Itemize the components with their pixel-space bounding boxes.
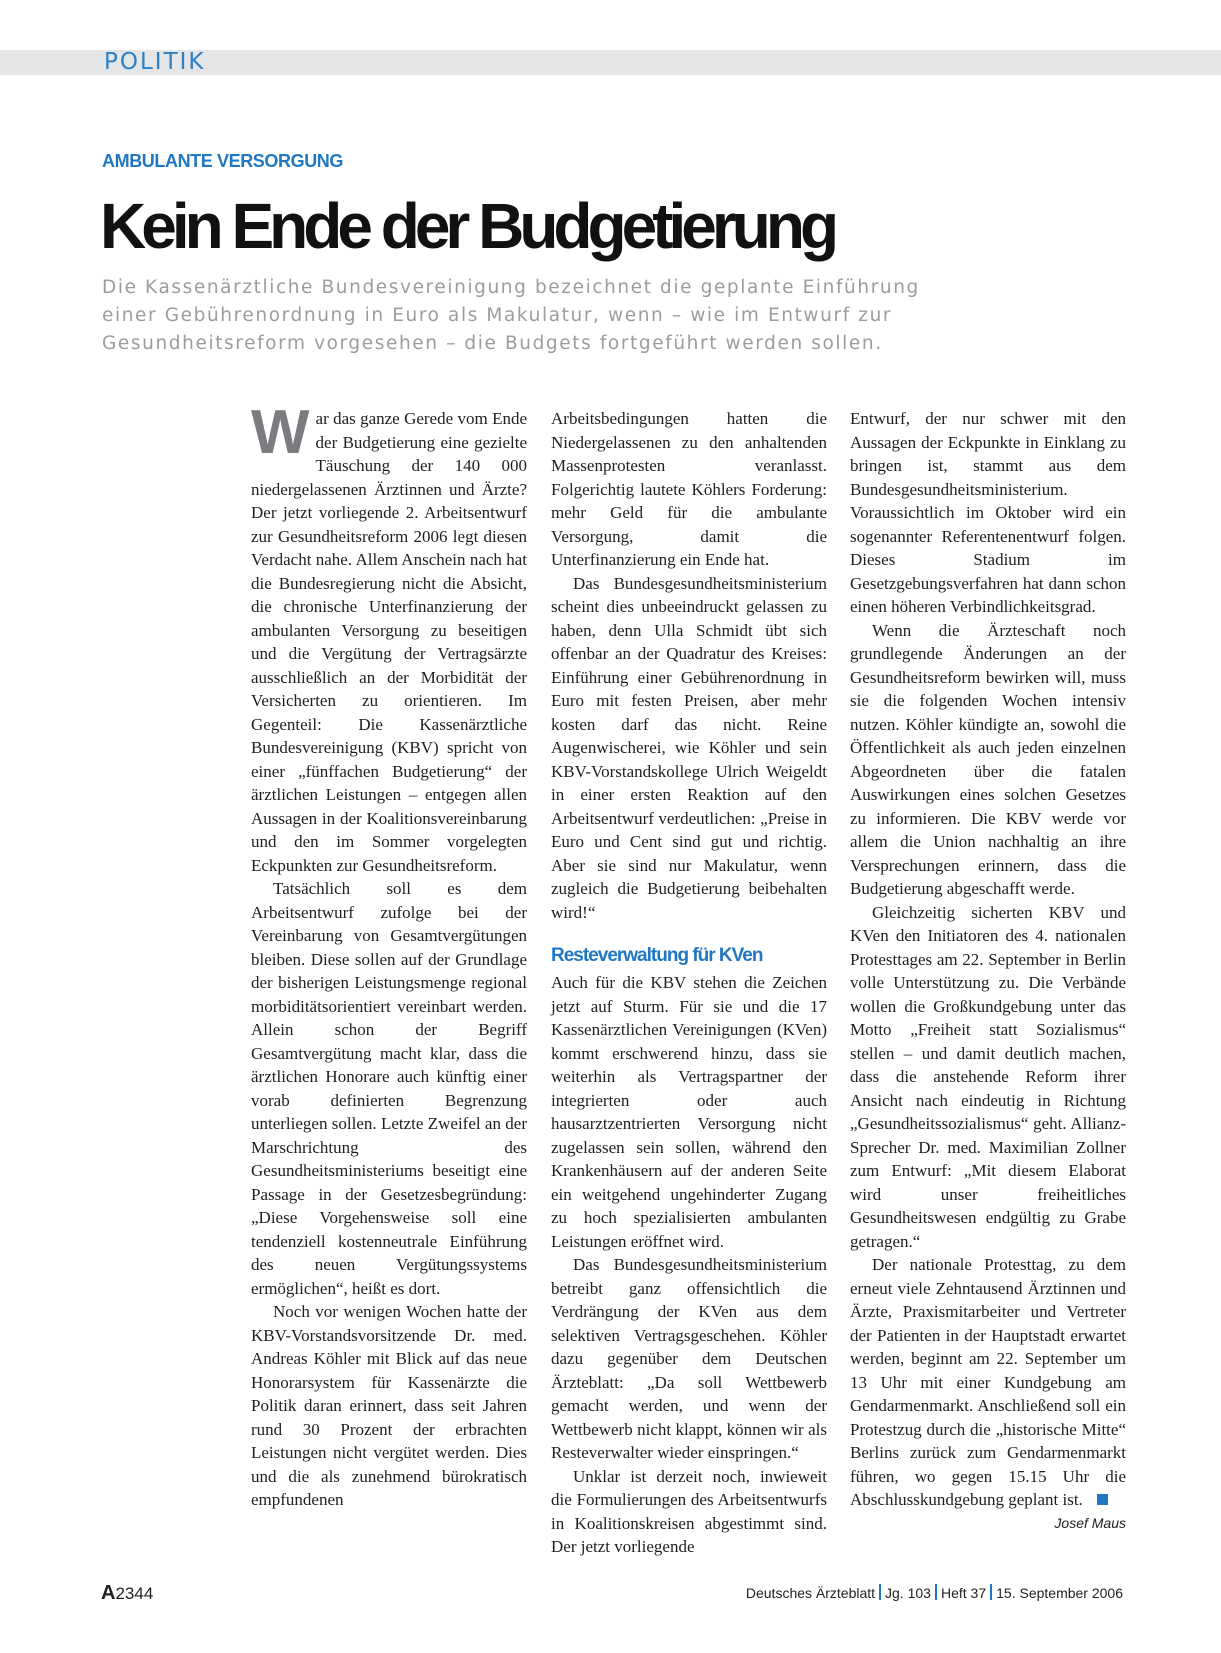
paragraph: Auch für die KBV stehen die Zeichen jetzt auf Sturm. Für sie und die 17 Kassenärztlichen Vereinigungen (KVen) kommt erschwerend hinzu, dass sie weiterhin als Vertragspartner der integrierten oder auch hausarztzentrierten Versorgung nicht zugelassen sein sollen, während den Krankenhäusern auf der anderen Seite ein weitgehend ungehinderter Zugang zu hoch spezialisierten ambulanten Leistungen eröffnet wird. (551, 973, 827, 1251)
journal-footer (746, 1584, 1123, 1601)
article-column-3 (850, 407, 1126, 1534)
paragraph: Das Bundesgesundheitsministerium betreibt ganz offensichtlich die Verdrängung der KVen aus dem selektiven Vertragsgeschehen. Köhler dazu gegenüber dem Deutschen Ärzteblatt: „Da soll Wettbewerb gemacht werden, und wenn der Wettbewerb nicht klappt, können wir als Resteverwalter wieder einspringen.“ (551, 1255, 827, 1462)
paragraph: Der nationale Protesttag, zu dem erneut viele Zehntausend Ärztinnen und Ärzte, Praxismitarbeiter und Vertreter der Patienten in der Hauptstadt erwartet werden, beginnt am 22. September um 13 Uhr mit einer Kundgebung am Gendarmenmarkt. Anschließend soll ein Protestzug durch die „historische Mitte“ Berlins zurück zum Gendarmenmarkt führen, wo gegen 15.15 Uhr die Abschlusskundgebung geplant ist. (850, 1255, 1126, 1509)
paragraph: Das Bundesgesundheitsministerium scheint dies unbeeindruckt gelassen zu haben, denn Ulla Schmidt übt sich offenbar an der Quadratur des Kreises: Einführung einer Gebührenordnung in Euro mit festen Preisen, aber mehr kosten darf das nicht. Reine Augenwischerei, wie Köhler und sein KBV-Vorstandskollege Ulrich Weigeldt in einer ersten Reaktion auf den Arbeitsentwurf verdeutlichen: „Preise in Euro und Cent sind gut und richtig. Aber sie sind nur Makulatur, wenn zugleich die Budgetierung beibehalten wird!“ (551, 573, 827, 922)
article-headline: Kein Ende der Budgetierung (100, 190, 835, 262)
article-column-1 (251, 398, 527, 1512)
journal-date: 15. September 2006 (996, 1585, 1123, 1601)
journal-volume: Jg. 103 (885, 1585, 931, 1601)
paragraph: Unklar ist derzeit noch, inwieweit die Formulierungen des Arbeitsentwurfs in Koalitionskreisen abgestimmt sind. Der jetzt vorliegende (551, 1466, 827, 1556)
footer-divider (990, 1584, 992, 1600)
footer-divider (879, 1584, 881, 1600)
page-number: A2344 (101, 1582, 154, 1604)
footer-divider (935, 1584, 937, 1600)
paragraph: Arbeitsbedingungen hatten die Niedergelassenen zu den anhaltenden Massenprotesten veranlasst. Folgerichtig lautete Köhlers Forderung: mehr Geld für die ambulante Versorgung, damit die Unterfinanzierung ein Ende hat. (551, 409, 827, 569)
paragraph: Wenn die Ärzteschaft noch grundlegende Änderungen an der Gesundheitsreform bewirken will, muss sie die folgenden Wochen intensiv nutzen. Köhler kündigte an, sowohl die Öffentlichkeit als auch jeden einzelnen Abgeordneten über die fatalen Auswirkungen eines solchen Gesetzes zu informieren. Die KBV werde vor allem die Union nachhaltig an ihre Versprechungen erinnern, dass die Budgetierung abgeschafft werde. (850, 620, 1126, 898)
article-standfirst: Die Kassenärztliche Bundesvereinigung bezeichnet die geplante Einführung einer Gebührenordnung in Euro als Makulatur, wenn – wie im Entwurf zur Gesundheitsreform vorgesehen – die Budgets fortgeführt werden sollen. (102, 277, 920, 354)
end-of-article-square-icon (1097, 1494, 1108, 1505)
journal-name: Deutsches Ärzteblatt (745, 1585, 876, 1601)
author-byline: Josef Maus (1054, 1514, 1126, 1531)
paragraph: War das ganze Gerede vom Ende der Budgetierung eine gezielte Täuschung der 140 000 niedergelassenen Ärztinnen und Ärzte? Der jetzt vorliegende 2. Arbeitsentwurf zur Gesundheitsreform 2006 legt diesen Verdacht nahe. Allem Anschein nach hat die Bundesregierung nicht die Absicht, die chronische Unterfinanzierung der ambulanten Versorgung zu beseitigen und die Vergütung der Vertragsärzte ausschließlich an der Morbidität der Versicherten zu orientieren. Im Gegenteil: Die Kassenärztliche Bundesvereinigung (KBV) spricht von einer „fünffachen Budgetierung“ der ärztlichen Leistungen – entgegen allen Aussagen in der Koalitionsvereinbarung und den im Sommer vorgelegten Eckpunkten zur Gesundheitsreform. (251, 398, 527, 875)
drop-cap: W (251, 398, 310, 467)
paragraph: Noch vor wenigen Wochen hatte der KBV-Vorstandsvorsitzende Dr. med. Andreas Köhler mit Blick auf das neue Honorarsystem für Kassenärzte die Politik daran erinnert, dass seit Jahren rund 30 Prozent der erbrachten Leistungen nicht vergütet werden. Dies und die als zunehmend bürokratisch empfundenen (251, 1302, 527, 1509)
article-subheading: Resteverwaltung für KVen (551, 945, 763, 966)
journal-issue: Heft 37 (940, 1585, 987, 1601)
section-label: POLITIK (104, 49, 206, 75)
paragraph: Tatsächlich soll es dem Arbeitsentwurf zufolge bei der Vereinbarung von Gesamtvergütungen bleiben. Diese sollen auf der Grundlage der bisherigen Leistungsmenge regional morbiditätsorientiert vereinbart werden. Allein schon der Begriff Gesamtvergütung macht klar, dass die ärztlichen Honorare auch künftig einer vorab definierten Begrenzung unterliegen sollen. Letzte Zweifel an der Marschrichtung des Gesundheitsministeriums beseitigt eine Passage in der Gesetzesbegründung: „Diese Vorgehensweise soll eine tendenziell kostenneutrale Einführung des neuen Vergütungssystems ermöglichen“, heißt es dort. (251, 879, 527, 1298)
paragraph: Entwurf, der nur schwer mit den Aussagen der Eckpunkte in Einklang zu bringen ist, stammt aus dem Bundesgesundheitsministerium. Voraussichtlich im Oktober wird ein sogenannter Referentenentwurf folgen. Dieses Stadium im Gesetzgebungsverfahren hat dann schon einen höheren Verbindlichkeitsgrad. (850, 409, 1126, 616)
article-column-2 (551, 407, 827, 1559)
article-kicker: AMBULANTE VERSORGUNG (102, 151, 344, 171)
paragraph: Gleichzeitig sicherten KBV und KVen den Initiatoren des 4. nationalen Protesttages am 22. September in Berlin volle Unterstützung zu. Die Verbände wollen die Großkundgebung unter das Motto „Freiheit statt Sozialismus“ stellen – und damit deutlich machen, dass die anstehende Reform ihrer Ansicht nach eindeutig in Richtung „Gesundheitssozialismus“ geht. Allianz-Sprecher Dr. med. Maximilian Zollner zum Entwurf: „Mit diesem Elaborat wird unser freiheitliches Gesundheitswesen endgültig zu Grabe getragen.“ (850, 902, 1126, 1251)
